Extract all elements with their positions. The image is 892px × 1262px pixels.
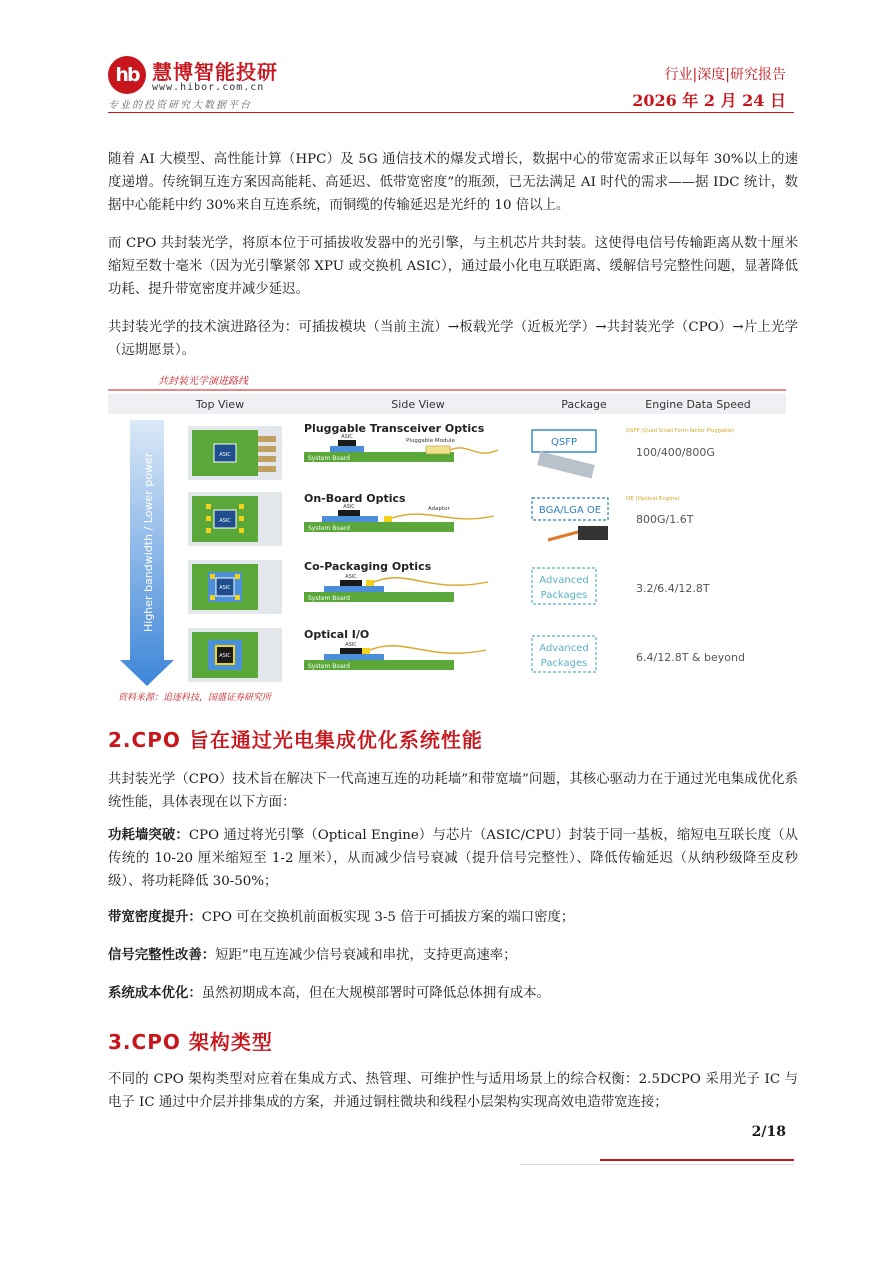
row2-oe-2: [206, 516, 211, 521]
row3-name: Co-Packaging Optics: [304, 560, 432, 573]
row1-package-note: QSFP (Quad Small Form-factor Pluggable): [626, 428, 735, 434]
row1-speed: 100/400/800G: [636, 446, 715, 459]
row4-board-label: System Board: [308, 663, 350, 670]
paragraph-evolution-path: 共封装光学的技术演进路径为：可插拔模块（当前主流）→板载光学（近板光学）→共封装光学（CPO）→片上光学（远期愿景）。: [108, 320, 798, 358]
row2-side-oe: [384, 516, 392, 522]
section-2-title: 2.CPO 旨在通过光电集成优化系统性能: [108, 728, 483, 752]
row3-package-line2: Packages: [540, 590, 588, 601]
row3-side-substrate: [324, 586, 384, 592]
figure-caption: 共封装光学演进路线: [158, 376, 248, 387]
page-number: 2/18: [751, 1124, 786, 1140]
item-signal-label: 信号完整性改善：: [108, 948, 216, 963]
row1-top-chip-label: ASIC: [219, 452, 231, 458]
row3-package-line1: Advanced: [539, 575, 589, 586]
row3-side-chip-label: ASIC: [345, 574, 357, 580]
section-2-item-signal: [108, 944, 798, 967]
row2-fiber: [392, 514, 494, 519]
section-2-intro: 共封装光学（CPO）技术旨在解决下一代高速互连的功耗墙”和带宽墙”问题，其核心驱动力在于通过光电集成优化系统性能，具体表现在以下方面：: [108, 772, 798, 810]
row3-top-chip-label: ASIC: [219, 585, 231, 591]
column-top-view: Top View: [195, 398, 245, 411]
row2-board-label: System Board: [308, 525, 350, 532]
arrow-label: Higher bandwidth / Lower power: [142, 452, 155, 632]
row4-fiber: [370, 646, 486, 654]
logo-slogan: 专业的投资研究大数据平台: [108, 100, 252, 111]
header-divider: [108, 112, 794, 113]
row4-name: Optical I/O: [304, 628, 370, 641]
row3-fiber: [374, 578, 488, 586]
item-bandwidth-label: 带宽密度提升：: [108, 910, 202, 925]
row3-board-label: System Board: [308, 595, 350, 602]
row2-oe-image: [578, 526, 608, 540]
row2-adaptor-label: Adaptor: [428, 506, 450, 512]
row1-port-4: [258, 466, 276, 472]
row2-package-label: BGA/LGA OE: [538, 505, 602, 516]
paragraph-cpo-definition: 而 CPO 共封装光学，将原本位于可插拔收发器中的光引擎，与主机芯片共封装。这使得电信号传输距离从数十厘米缩短至数十毫米（因为光引擎紧邻 XPU 或交换机 ASIC），通过最小化电互联距离、缓解信号完整性问题，显著降低功耗、提升带宽密度并减少延迟。: [108, 236, 798, 297]
row3-side-oe: [366, 580, 374, 586]
row1-board-label: System Board: [308, 455, 350, 462]
section-3-intro: 不同的 CPO 架构类型对应着在集成方式、热管理、可维护性与适用场景上的综合权衡：2.5DCPO 采用光子 IC 与电子 IC 通过中介层并排集成的方案，并通过铜柱微块和线程小层架构实现高效电造带宽连接；: [108, 1072, 798, 1110]
row4-speed: 6.4/12.8T & beyond: [636, 651, 745, 664]
item-cost-text: 虽然初期成本高，但在大规模部署时可降低总体拥有成本。: [201, 986, 550, 1001]
logo-mark-icon: hb: [108, 56, 146, 94]
row1-package-label: QSFP: [550, 437, 578, 448]
row-on-board: [188, 492, 694, 546]
row2-top-chip-label: ASIC: [219, 518, 231, 524]
row1-module-image: [537, 451, 595, 478]
column-package: Package: [561, 398, 607, 411]
item-power-label: 功耗墙突破：: [108, 828, 189, 843]
row3-side-chip: [340, 580, 362, 586]
row1-port-2: [258, 446, 276, 452]
row2-oe-3: [206, 528, 211, 533]
row2-side-chip: [338, 510, 360, 516]
row1-name: Pluggable Transceiver Optics: [304, 422, 485, 435]
row2-oe-5: [239, 516, 244, 521]
row2-side-chip-label: ASIC: [343, 504, 355, 510]
item-signal-text: 短距”电互连减少信号衰减和串扰，支持更高速率；: [215, 948, 517, 963]
row2-package-note: OE (Optical Engine): [626, 496, 680, 502]
paragraph-bandwidth-demand: 随着 AI 大模型、高性能计算（HPC）及 5G 通信技术的爆发式增长，数据中心的带宽需求正以每年 30%以上的速度递增。传统铜互连方案因高能耗、高延迟、低带宽密度”的瓶颈，已无法满足 AI 时代的需求——据 IDC 统计，数据中心能耗中约 30%来自互连系统，而铜缆的传输延迟是光纤的 10 倍以上。: [108, 152, 798, 213]
row1-module-label: Pluggable Module: [406, 438, 455, 444]
column-side-view: Side View: [391, 398, 445, 411]
section-2-item-cost: [108, 982, 798, 1005]
row4-side-chip-label: ASIC: [345, 642, 357, 648]
footer-rule-grey: [520, 1164, 794, 1165]
row3-oe-1: [210, 574, 215, 579]
hibor-logo[interactable]: [108, 52, 288, 112]
row1-side-chip: [338, 440, 356, 446]
row2-oe-1: [206, 504, 211, 509]
row1-fiber: [450, 448, 498, 453]
row3-oe-3: [210, 595, 215, 600]
row4-side-oe: [362, 648, 370, 654]
figure-source: 资料来源：追逐科技，国盛证券研究所: [118, 693, 272, 703]
row4-package-line1: Advanced: [539, 643, 589, 654]
item-bandwidth-text: CPO 可在交换机前面板实现 3-5 倍于可插拔方案的端口密度；: [201, 910, 575, 925]
row3-oe-4: [235, 595, 240, 600]
row4-side-substrate: [324, 654, 384, 660]
item-power-text: CPO 通过将光引擎（Optical Engine）与芯片（ASIC/CPU）封装于同一基板，缩短电互联长度（从传统的 10-20 厘米缩短至 1-2 厘米），从而减少信号衰减（提升信号完整性）、降低传输延迟（从纳秒级降至皮秒级）、将功耗降低 30-50%；: [108, 828, 798, 889]
row2-oe-6: [239, 528, 244, 533]
cpo-evolution-diagram: [108, 370, 786, 704]
row1-port-3: [258, 456, 276, 462]
row2-side-substrate: [322, 516, 378, 522]
row2-name: On-Board Optics: [304, 492, 406, 505]
row2-oe-4: [239, 504, 244, 509]
section-2-item-power: [108, 824, 798, 893]
row-co-packaging: [188, 560, 710, 614]
row4-package-line2: Packages: [540, 658, 588, 669]
row1-side-chip-label: ASIC: [341, 434, 353, 440]
row4-side-chip: [340, 648, 362, 654]
footer-rule-red: [600, 1159, 794, 1161]
row3-speed: 3.2/6.4/12.8T: [636, 582, 710, 595]
row2-speed: 800G/1.6T: [636, 513, 694, 526]
row2-oe-cable: [548, 532, 578, 540]
report-type: 行业|深度|研究报告: [664, 67, 786, 83]
logo-name: 慧博智能投研: [152, 60, 278, 84]
row1-module: [426, 446, 450, 454]
row1-side-substrate: [330, 446, 364, 452]
column-engine-speed: Engine Data Speed: [645, 398, 751, 411]
item-cost-label: 系统成本优化：: [108, 986, 202, 1001]
section-2-item-bandwidth: [108, 906, 798, 929]
row1-port-1: [258, 436, 276, 442]
row3-oe-2: [235, 574, 240, 579]
row4-top-chip-label: ASIC: [219, 653, 231, 659]
section-3-title: 3.CPO 架构类型: [108, 1030, 273, 1054]
logo-url: www.hibor.com.cn: [152, 82, 265, 93]
report-date: 2026 年 2 月 24 日: [632, 91, 786, 110]
cpo-evolution-figure: [108, 370, 786, 704]
row-optical-io: [188, 628, 745, 682]
row-pluggable: [188, 422, 734, 480]
